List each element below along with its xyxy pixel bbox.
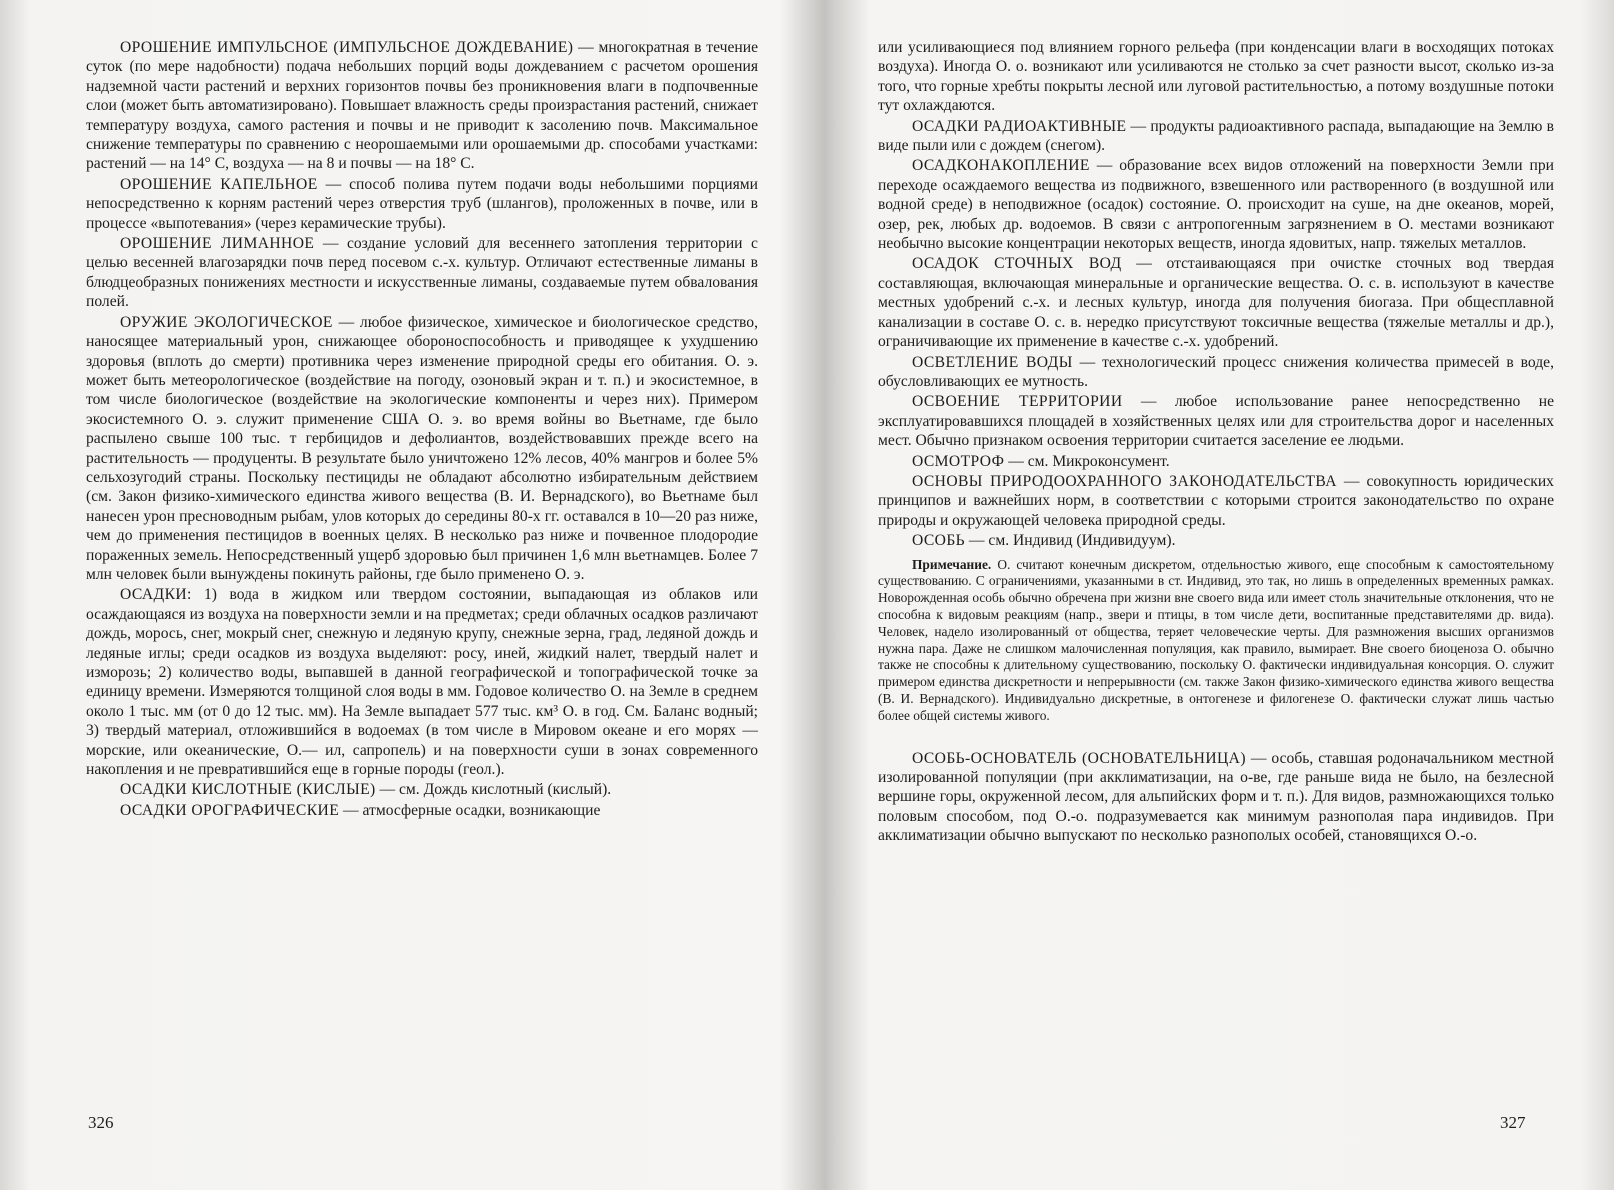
entry-body: — любое физическое, химическое и биологическое средство, наносящее материальный урон, снижающее обороноспособность и приводящее к ухудшению здоровья (вплоть до смерти) противника через изменение природной среды его обитания. О. э. может быть метеорологическое (воздействие на погоду, озоновый экран и т. п.) и экосистемное, в том числе биологическое (воздействие на экологические компоненты и через них). Примером экосистемного О. э. служит применение США О. э. во время войны во Вьетнаме, где было распылено свыше 100 тыс. т гербицидов и дефолиантов, воздействовавших прежде всего на растительность — продуценты. В результате было уничтожено 12% лесов, 40% мангров и более 5% сельхозугодий страны. Поскольку пестициды не обладают абсолютно избирательным действием (см. Закон физико-химического единства живого вещества (В. И. Вернадского), во Вьетнаме был нанесен урон пресноводным рыбам, улов которых до середины 80-х гг. оставался в 10—20 раз ниже, чем до применения пестицидов в военных целях. В несколько раз ниже и почвенное плодородие пораженных земель. Непосредственный ущерб здоровью был причинен 1,6 млн вьетнамцев. Более 7 млн человек были вынуждены покинуть районы, где было применено О. э. [86, 313, 758, 583]
entry-body: — см. Дождь кислотный (кислый). [375, 781, 612, 799]
entry-osadki-kislotnye [86, 780, 758, 799]
left-page-text [86, 38, 758, 821]
entry-body: — особь, ставшая родоначальником местной изолированной популяции (при акклиматизации, на о-ве, где раньше вида не было, на безлесной вершине горы, окруженной лесом, для альпийских форм и т. п.). Для видов, размножающихся только половым способом, под О.-о. подразумевается как минимум разнополая пара индивидов. При акклиматизации обычно выпускают по несколько разнополых особей, становящихся О.-о. [878, 749, 1554, 845]
entry-osadki-radioaktivnye [878, 117, 1554, 156]
entry-continuation [878, 38, 1554, 116]
entry-osnovy-zakonodatelstva [878, 472, 1554, 530]
entry-term: ОСВЕТЛЕНИЕ ВОДЫ [912, 353, 1073, 371]
entry-body: — способ полива путем подачи воды небольшими порциями непосредственно к корням растений через отверстия труб (шлангов), проложенных в почве, или в процессе «выпотевания» (через керамические трубы). [86, 175, 758, 232]
entry-term: ОСМОТРОФ [912, 452, 1005, 470]
entry-body: — отстаивающаяся при очистке сточных вод твердая составляющая, включающая минеральные и органические вещества. О. с. в. используют в качестве местных удобрений с.-х. и лесных культур, иногда для получения биогаза. При общесплавной канализации в составе О. с. в. нередко присутствуют токсичные вещества (тяжелые металлы и др.), ограничивающие их применение в качестве с.-х. удобрений. [878, 255, 1554, 351]
entry-term: ОРОШЕНИЕ ИМПУЛЬСНОЕ (ИМПУЛЬСНОЕ ДОЖДЕВАНИЕ) [120, 39, 574, 56]
entry-body: — любое использование ранее непосредственно не эксплуатировавшихся площадей в хозяйственных целях или для строительства дорог и населенных мест. Обычно признаком освоения территории считается заселение ее людьми. [878, 393, 1554, 450]
entry-oroshenie-limannoe [86, 234, 758, 312]
entry-oruzhie-ekologicheskoe [86, 313, 758, 585]
entry-osvoenie-territorii [878, 392, 1554, 450]
note-body: О. считают конечным дискретом, отдельностью живого, еще способным к самостоятельному существованию. С ограничениями, указанными в ст. Индивид, это так, но лишь в определенных временных рамках. Новорожденная особь обычно обречена при жизни вне своего вида или имеет столь значительные отклонения, что не способна к видовым реакциям (напр., звери и птицы, в том числе дети, воспитанные представителями др. вида). Человек, надело изолированный от общества, теряет человеческие черты. Для размножения высших организмов нужна пара. Даже не слишком малочисленная популяция, как правило, вымирает. Вне своего биоценоза О. обычно также не способны к длительному существованию, поскольку О. фактически индивидуальная консорция. О. служит примером единства дискретности и непрерывности (см. также Закон физико-химического единства живого вещества (В. И. Вернадского). Индивидуально дискретные, в онтогенезе и филогенезе О. фактически служат лишь частью более общей системы живого. [878, 556, 1554, 723]
page-number: 326 [88, 1113, 114, 1132]
entry-osmotrof [878, 452, 1554, 471]
entry-term: ОСНОВЫ ПРИРОДООХРАННОГО ЗАКОНОДАТЕЛЬСТВА [912, 472, 1337, 490]
entry-osvetlenie-vody [878, 353, 1554, 392]
entry-body: — см. Микроконсумент. [1004, 452, 1170, 470]
entry-term: ОСОБЬ [912, 532, 966, 550]
entry-body: — атмосферные осадки, возникающие [339, 801, 601, 819]
entry-body: — образование всех видов отложений на поверхности Земли при переходе осаждаемого вещества из подвижного, взвешенного или растворенного (в воздушной или водной среде) в неподвижное (осадок) состояние. О. происходит на суше, на дне океанов, морей, озер, рек, любых др. водоемов. В связи с антропогенным загрязнением в О. местами возникают необычно высокие концентрации некоторых веществ, иногда ядовитых, напр. тяжелых металлов. [878, 157, 1554, 253]
entry-body: — совокупность юридических принципов и важнейших норм, в соответствии с которыми строится законодательство по охране природы и окружающей человека природной среды. [878, 472, 1554, 529]
entry-term: ОРОШЕНИЕ КАПЕЛЬНОЕ [120, 175, 318, 193]
entry-body: или усиливающиеся под влиянием горного рельефа (при конденсации влаги в восходящих потоках воздуха). Иногда О. о. возникают или усиливаются не столько за счет разности высот, сколько из-за того, что горные хребты покрыты лесной или луговой растительностью, а потому воздушные потоки тут охлаждаются. [878, 39, 1554, 115]
entry-term: ОСОБЬ-ОСНОВАТЕЛЬ (ОСНОВАТЕЛЬНИЦА) [912, 749, 1246, 767]
note-label: Примечание. [912, 556, 992, 572]
entry-oroshenie-impulsnoe [86, 38, 758, 174]
entry-body: — продукты радиоактивного распада, выпадающие на Землю в виде пыли или с дождем (снегом). [878, 117, 1554, 155]
entry-term: ОСАДКОНАКОПЛЕНИЕ [912, 157, 1090, 175]
entry-osob [878, 531, 1554, 550]
right-page-text [878, 38, 1554, 847]
page-number: 327 [1500, 1113, 1526, 1132]
entry-body: : 1) вода в жидком или твердом состоянии, выпадающая из облаков или осаждающаяся из воздуха на поверхности земли и на предметах; среди облачных осадков различают дождь, морось, снег, мокрый снег, снежную и ледяную крупу, снежные зерна, град, ледяной дождь и ледяные иглы; среди осадков из воздуха выделяют: росу, иней, жидкий налет, твердый налет и изморозь; 2) количество воды, выпавшей в данной географической и топографической точке за единицу времени. Измеряются толщиной слоя воды в мм. Годовое количество О. на Земле в среднем около 1 тыс. мм (от 0 до 12 тыс. мм). На Земле выпадает 577 тыс. км³ О. в год. См. Баланс водный; 3) твердый материал, отложившийся в водоемах (в том числе в Мировом океане и его морях — морские, или океанические, О.— ил, сапропель) и на поверхности суши в зонах современного накопления и не превратившийся еще в горные породы (геол.). [86, 586, 759, 779]
entry-osadki [86, 585, 758, 779]
entry-term: ОСАДКИ КИСЛОТНЫЕ (КИСЛЫЕ) [120, 781, 376, 799]
entry-term: ОСАДКИ РАДИОАКТИВНЫЕ [912, 117, 1127, 135]
entry-term: ОРУЖИЕ ЭКОЛОГИЧЕСКОЕ [120, 313, 333, 331]
entry-term: ОРОШЕНИЕ ЛИМАННОЕ [120, 235, 315, 253]
entry-osadkonakoplenie [878, 156, 1554, 253]
entry-term: ОСАДКИ ОРОГРАФИЧЕСКИЕ [120, 801, 340, 819]
entry-term: ОСАДКИ [120, 586, 188, 604]
right-page [826, 0, 1614, 1190]
entry-body: — см. Индивид (Индивидуум). [965, 532, 1176, 550]
entry-body: — технологический процесс снижения количества примесей в воде, обусловливающих ее мутность. [878, 353, 1554, 390]
entry-body: — создание условий для весеннего затопления территории с целью весенней влагозарядки почв перед посевом с.-х. культур. Отличают естественные лиманы в блюдцеобразных понижениях местности и искусственные лиманы, создаваемые путем обвалования полей. [86, 235, 758, 311]
entry-body: — многократная в течение суток (по мере надобности) подача небольших порций воды дождеванием с расчетом орошения надземной части растений и верхних горизонтов почвы без проникновения влаги в подпочвенные слои (может быть автоматизировано). Повышает влажность среды произрастания растений, снижает температуру воздуха, самого растения и почвы и не приводит к засолению почв. Максимальное снижение температуры по сравнению с неорошаемыми или орошаемыми др. способами участками: растений — на 14° С, воздуха — на 8 и почвы — на 18° С. [86, 39, 758, 173]
entry-term: ОСВОЕНИЕ ТЕРРИТОРИИ [912, 393, 1123, 411]
note-paragraph [878, 557, 1554, 725]
entry-osadok-stochnyh-vod [878, 254, 1554, 351]
entry-oroshenie-kapelnoe [86, 175, 758, 233]
entry-osadki-orograficheskie [86, 801, 758, 820]
entry-term: ОСАДОК СТОЧНЫХ ВОД [912, 255, 1122, 273]
entry-osob-osnovatel [878, 749, 1554, 846]
